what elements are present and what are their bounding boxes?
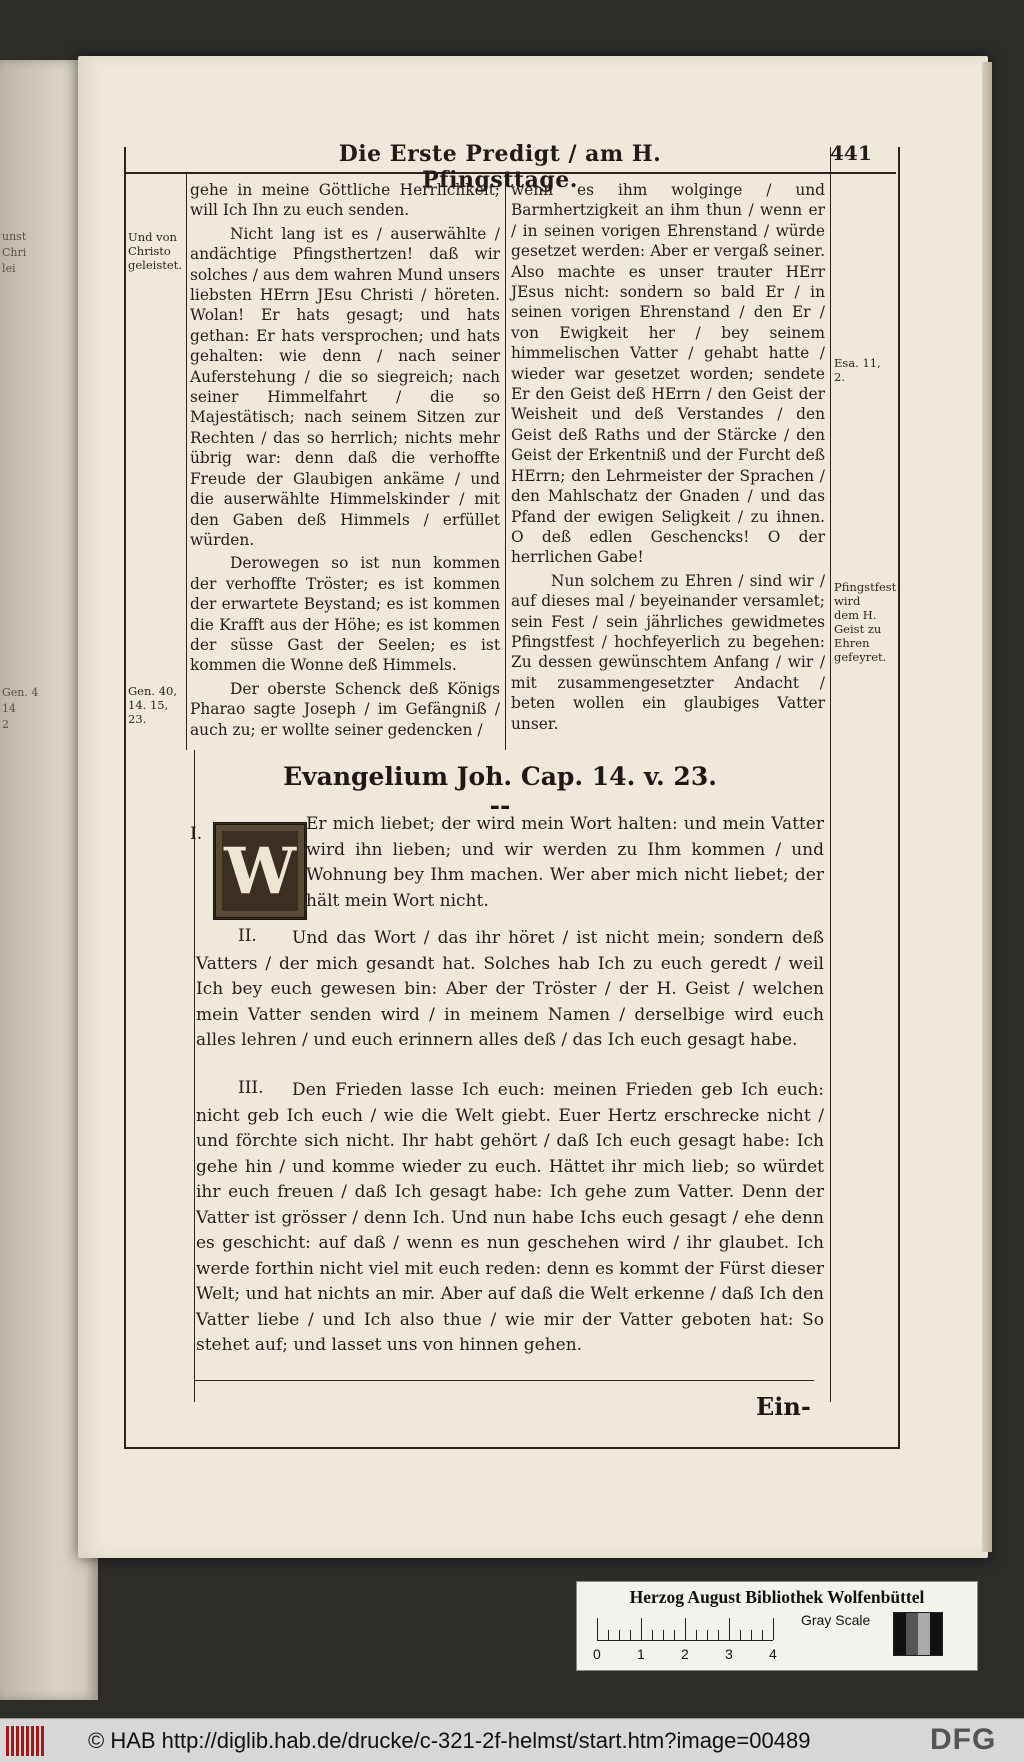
- library-name: Herzog August Bibliothek Wolfenbüttel: [629, 1587, 925, 1607]
- ruler: [597, 1618, 773, 1641]
- running-head: Die Erste Predigt / am H. Pfingsttage.: [338, 141, 662, 193]
- left-page-fragment: 14: [2, 702, 16, 715]
- ruler-number: 3: [725, 1646, 733, 1662]
- paragraph: wenn es ihm wolginge / und Barmhertzigkeit an ihm thun / wenn er / in seinen vorigen Ehrenstand / würde gesetzet werden: Aber er vergaß seiner. Also machte es unser trauter HErr JEsus nicht: sondern so bald Er / in seinen vorigen Ehrenstand / den Er / von Ewigkeit her / bey seinem himmelischen Vatter / gehabt hatte / wieder war gesetzet worden; sendete Er den Geist deß HErrn / den Geist der Weisheit und deß Verstandes / den Geist deß Raths und der Stärcke / den Geist der Erkentniß und der Furcht deß HErrn; den Lehrmeister der Sprachen / den Mahlschatz der Gnaden / und das Pfand der ewigen Seligkeit / zu ihnen. O deß edlen Geschencks! O der herrlichen Gabe!: [511, 181, 825, 567]
- paragraph: Nun solchem zu Ehren / sind wir / auf dieses mal / beyeinander versamlet; sein Fest / sein jährliches gewidmetes Pfingstfest / hochfeyerlich zu begehen: Zu dessen gewünschtem Anfang / wir / mit zusammengesetzter Andacht / beten wollen ein glaubiges Vatter unser.: [511, 571, 825, 733]
- gray-scale-patch: [893, 1612, 943, 1656]
- verse-number: I.: [190, 824, 203, 844]
- page-number: 441: [830, 141, 872, 165]
- left-page-fragment: lei: [2, 262, 16, 275]
- paragraph: Nicht lang ist es / auserwählte / andächtige Pfingsthertzen! daß wir solches / aus dem wahren Mund unsers liebsten HErrn JEsu Christi / höreten. Wolan! Er hats gesagt; und hats gethan: Er hats versprochen; und hats gehalten: wie denn / nach seiner Auferstehung / die so siegreich; nach seiner Himmelfahrt / die so Majestätisch; nach seinem Sitzen zur Rechten / das so herrlich; nichts mehr übrig war: denn daß die verhoffte Freude der Glaubigen ankäme / und die auserwählte Himmelskinder / mit den Gaben deß Himmels / erfüllet würden.: [190, 224, 500, 549]
- footer-copyright-link[interactable]: © HAB http://diglib.hab.de/drucke/c-321-2f-helmst/start.htm?image=00489: [88, 1728, 811, 1753]
- ruler-number: 4: [769, 1646, 777, 1662]
- hab-logo-icon: [6, 1726, 48, 1756]
- left-page-fragment: 2: [2, 718, 9, 731]
- paragraph: Derowegen so ist nun kommen der verhoffte Tröster; es ist kommen der erwartete Beystand; es ist kommen die Krafft aus der Höhe; es ist kommen der süsse Gast der Seelen; es ist kommen die Wonne deß Himmels.: [190, 554, 500, 675]
- margin-note-esa: Esa. 11, 2.: [834, 356, 881, 384]
- column-divider: [505, 172, 506, 750]
- ruler-number: 2: [681, 1646, 689, 1662]
- right-margin-rule: [830, 147, 831, 1402]
- gospel-left-rule: [194, 750, 195, 1402]
- dfg-logo: DFG: [930, 1723, 997, 1756]
- footer-bar: [0, 1718, 1024, 1762]
- paragraph: gehe in meine Göttliche Herrlichkeit; will Ich Ihn zu euch senden.: [190, 181, 500, 220]
- left-margin-rule: [186, 172, 187, 750]
- left-page-fragment: unst: [2, 230, 27, 243]
- bottom-rule: [194, 1380, 814, 1381]
- verse-text: Er mich liebet; der wird mein Wort halten: und mein Vatter wird ihn lieben; und wir werden zu Ihm kommen / und Wohnung bey Ihm machen. Wer aber mich nicht liebet; der hält mein Wort nicht.: [306, 814, 824, 911]
- margin-note-christo: Und von Christo geleistet.: [128, 230, 182, 272]
- catchword: Ein-: [756, 1392, 811, 1421]
- ruler-number: 1: [637, 1646, 645, 1662]
- left-column: [190, 180, 500, 743]
- margin-note-genesis: Gen. 40, 14. 15, 23.: [128, 684, 177, 726]
- page-edge: [982, 62, 992, 1552]
- verse-number: III.: [238, 1078, 264, 1098]
- paragraph: Der oberste Schenck deß Königs Pharao sagte Joseph / im Gefängniß / auch zu; er wollte seiner gedencken /: [190, 679, 500, 739]
- left-page-fragment: Gen. 4: [2, 686, 39, 699]
- library-color-card: [576, 1581, 978, 1671]
- verse-text: Den Frieden lasse Ich euch: meinen Frieden geb Ich euch: nicht geb Ich euch / wie die Welt giebt. Euer Hertz erschrecke nicht / und förchte sich nicht. Ihr habt gehört / daß Ich euch gesagt habe: Ich gehe hin / und komme wieder zu euch. Hättet ihr mich lieb; so würdet ihr euch freuen / daß Ich gesagt habe: Ich gehe zum Vatter. Denn der Vatter ist grösser / denn Ich. Und nun habe Ichs euch gesagt / ehe denn es geschicht: auf daß / wenn es nun geschehen wird / ihr glaubet. Ich werde forthin nicht viel mit euch reden: denn es kommt der Fürst dieser Welt; und hat nichts an mir. Aber auf daß die Welt erkenne / daß Ich den Vatter liebe / und Ich also thue / wie mir der Vatter geboten hat: So stehet auf; und lasset uns von hinnen gehen.: [196, 1080, 824, 1355]
- decorated-initial: W: [213, 822, 307, 920]
- left-page-fragment: Chri: [2, 246, 27, 259]
- verse-number: II.: [238, 926, 257, 946]
- gray-scale-label: Gray Scale: [801, 1612, 871, 1628]
- gospel-title: Evangelium Joh. Cap. 14. v. 23. --: [283, 762, 717, 820]
- right-column: [511, 180, 825, 737]
- verse-text: Und das Wort / das ihr höret / ist nicht mein; sondern deß Vatters / der mich gesandt hat. Solches hab Ich zu euch geredt / weil Ich bey euch gewesen bin: Aber der Tröster / der H. Geist / welchen mein Vatter senden wird / in meinem Namen / derselbige wird euch alles lehren / und euch erinnern alles deß / das Ich euch gesagt habe.: [196, 928, 824, 1050]
- margin-note-pfingst: Pfingstfest wird dem H. Geist zu Ehren gefeyret.: [834, 580, 897, 664]
- ruler-number: 0: [593, 1646, 601, 1662]
